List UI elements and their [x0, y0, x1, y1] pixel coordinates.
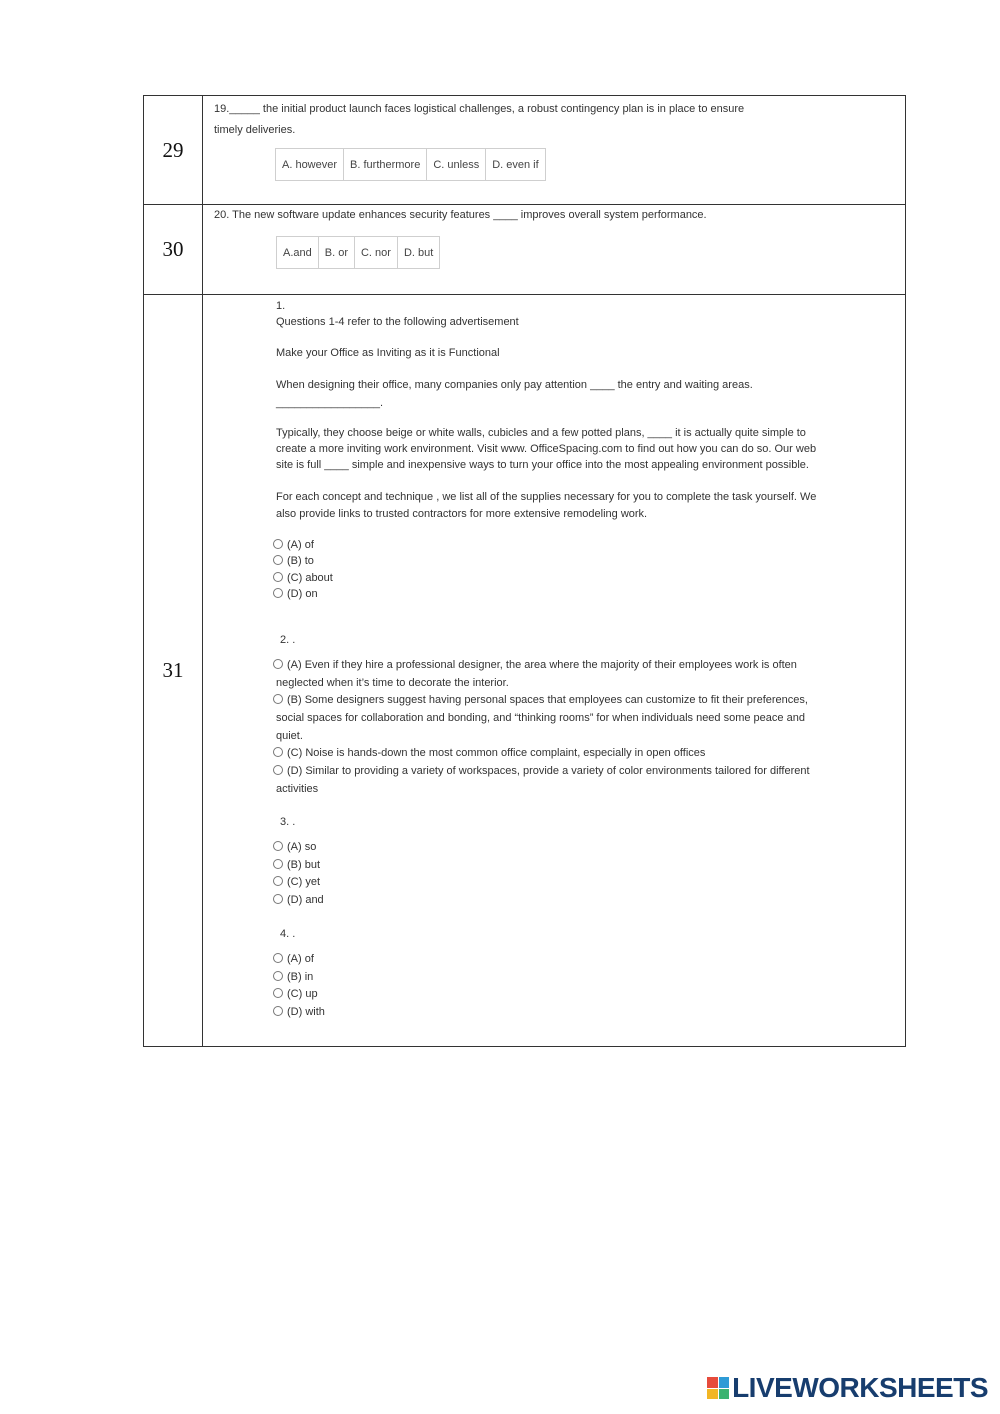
- question-text-19-cont: timely deliveries.: [214, 124, 296, 136]
- q1-option-b-radio[interactable]: (B) to: [273, 555, 314, 567]
- q2-option-b-text: quiet.: [276, 730, 303, 742]
- q2-option-b-radio[interactable]: (B) Some designers suggest having personal spaces that employees can customize to fit their preferences,: [273, 694, 808, 706]
- passage-text: When designing their office, many companies only pay attention ____ the entry and waiting areas.: [276, 379, 753, 391]
- option-a-button[interactable]: A.and: [277, 237, 319, 269]
- q2-option-d-radio[interactable]: (D) Similar to providing a variety of workspaces, provide a variety of color environments tailored for different: [273, 765, 810, 777]
- passage-intro: Questions 1-4 refer to the following advertisement: [276, 316, 519, 328]
- question-text-19: 19._____ the initial product launch faces logistical challenges, a robust contingency plan is in place to ensure: [214, 103, 745, 115]
- reading-passage-cell: [203, 295, 906, 1047]
- question-row-31: [144, 295, 906, 1047]
- q3-option-d-radio[interactable]: (D) and: [273, 894, 324, 906]
- q2-option-c-radio[interactable]: (C) Noise is hands-down the most common office complaint, especially in open offices: [273, 747, 705, 759]
- question-row-30: [144, 205, 906, 295]
- option-d-button[interactable]: D. but: [397, 237, 439, 269]
- q3-option-b-radio[interactable]: (B) but: [273, 859, 320, 871]
- logo-text: LIVEWORKSHEETS: [732, 1372, 988, 1403]
- option-c-button[interactable]: C. nor: [354, 237, 397, 269]
- advertisement-headline: Make your Office as Inviting as it is Functional: [276, 347, 500, 359]
- option-c-button[interactable]: C. unless: [427, 149, 486, 181]
- row-number: 29: [144, 96, 203, 205]
- worksheet-table: [143, 95, 906, 1047]
- q1-option-d-radio[interactable]: (D) on: [273, 588, 318, 600]
- q2-option-a-text: neglected when it’s time to decorate the interior.: [276, 677, 509, 689]
- q4-option-a-radio[interactable]: (A) of: [273, 953, 314, 965]
- q2-option-d-text: activities: [276, 783, 319, 795]
- q2-option-a-radio[interactable]: (A) Even if they hire a professional designer, the area where the majority of their employees work is often: [273, 659, 797, 671]
- question-number-3: 3. .: [280, 816, 296, 828]
- q4-option-c-radio[interactable]: (C) up: [273, 988, 318, 1000]
- q3-option-c-radio[interactable]: (C) yet: [273, 876, 320, 888]
- option-d-button[interactable]: D. even if: [486, 149, 545, 181]
- q3-option-a-radio[interactable]: (A) so: [273, 841, 316, 853]
- question-number-2: 2. .: [280, 634, 296, 646]
- option-b-button[interactable]: B. furthermore: [344, 149, 427, 181]
- question-row-29: [144, 96, 906, 205]
- q4-option-b-radio[interactable]: (B) in: [273, 971, 313, 983]
- q2-option-b-text: social spaces for collaboration and bonding, and “thinking rooms” for when individuals need some peace and: [276, 712, 805, 724]
- question-cell: [203, 96, 906, 205]
- q1-option-a-radio[interactable]: (A) of: [273, 539, 314, 551]
- passage-blank-sentence: _________________.: [276, 397, 384, 409]
- q1-option-c-radio[interactable]: (C) about: [273, 572, 333, 584]
- passage-text: site is full ____ simple and inexpensive ways to turn your office into the most appealing environment possible.: [276, 459, 809, 471]
- answer-options: [276, 236, 440, 269]
- question-number-1: 1.: [276, 300, 286, 312]
- question-text-20: 20. The new software update enhances security features ____ improves overall system performance.: [214, 209, 707, 221]
- option-b-button[interactable]: B. or: [318, 237, 354, 269]
- liveworksheets-logo: [707, 1372, 988, 1404]
- row-number: 30: [144, 205, 203, 295]
- question-cell: [203, 205, 906, 295]
- passage-text: For each concept and technique , we list all of the supplies necessary for you to complete the task yourself. We: [276, 491, 817, 503]
- passage-text: also provide links to trusted contractors for more extensive remodeling work.: [276, 508, 648, 520]
- passage-text: create a more inviting work environment. Visit www. OfficeSpacing.com to find out how you can do so. Our web: [276, 443, 817, 455]
- answer-options: [275, 148, 546, 181]
- option-a-button[interactable]: A. however: [276, 149, 344, 181]
- passage-text: Typically, they choose beige or white walls, cubicles and a few potted plans, ____ it is actually quite simple to: [276, 427, 806, 439]
- q4-option-d-radio[interactable]: (D) with: [273, 1006, 325, 1018]
- liveworksheets-logo-icon: [707, 1377, 729, 1399]
- question-number-4: 4. .: [280, 928, 296, 940]
- row-number: 31: [144, 295, 203, 1047]
